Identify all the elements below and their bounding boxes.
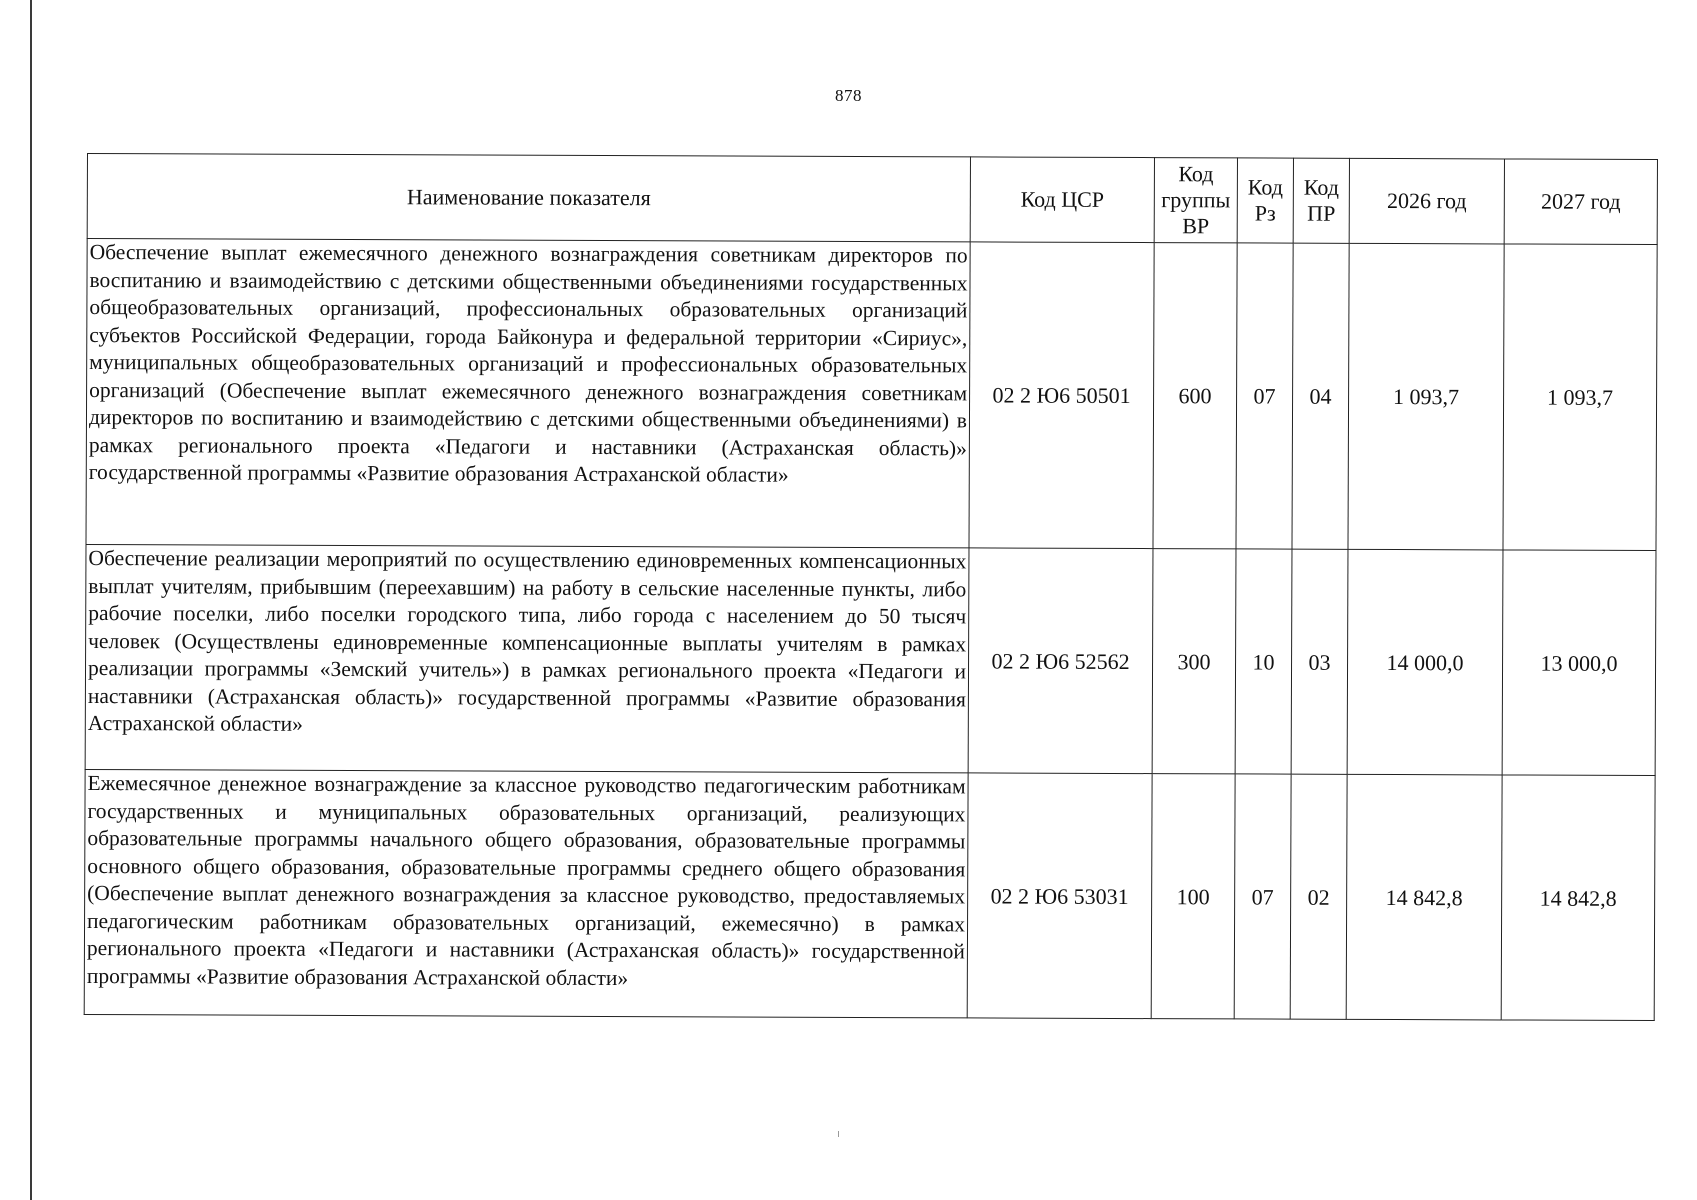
budget-table bbox=[84, 153, 1658, 1021]
header-vr-code: Код группы ВР bbox=[1154, 158, 1237, 243]
header-pr-code: Код ПР bbox=[1293, 158, 1349, 243]
table-row bbox=[85, 544, 1656, 775]
page-number: 878 bbox=[835, 86, 862, 105]
header-name: Наименование показателя bbox=[87, 154, 970, 242]
row-csr-code: 02 2 Ю6 52562 bbox=[968, 548, 1153, 774]
row-rz-code: 10 bbox=[1235, 549, 1292, 774]
row-name: Обеспечение выплат ежемесячного денежного вознаграждения советникам директоров по воспитанию и взаимодействию с детскими общественными объединениями государственных общеобразовательных организаций, профессиональных образовательных организаций субъектов Российской Федерации, города Байконура и федеральной территории «Сириус», муниципальных общеобразовательных организаций и профессиональных образовательных организаций (Обеспечение выплат ежемесячного денежного вознаграждения советникам директоров по воспитанию и взаимодействию с детскими общественными объединениями) в рамках регионального проекта «Педагоги и наставники (Астраханская область)» государственной программы «Развитие образования Астраханской области» bbox=[86, 239, 970, 548]
row-csr-code: 02 2 Ю6 53031 bbox=[967, 773, 1152, 1019]
row-amount-2027: 14 842,8 bbox=[1501, 775, 1655, 1021]
header-rz-code: Код Рз bbox=[1237, 158, 1293, 243]
row-rz-code: 07 bbox=[1236, 243, 1293, 549]
row-vr-code: 100 bbox=[1151, 774, 1235, 1019]
table-row bbox=[84, 769, 1655, 1020]
row-pr-code: 03 bbox=[1291, 549, 1348, 774]
row-rz-code: 07 bbox=[1234, 774, 1291, 1019]
row-pr-code: 04 bbox=[1292, 243, 1349, 549]
header-year-2027: 2027 год bbox=[1504, 159, 1657, 245]
scan-speck bbox=[838, 1131, 839, 1137]
row-amount-2026: 1 093,7 bbox=[1348, 243, 1504, 550]
row-pr-code: 02 bbox=[1290, 774, 1347, 1019]
row-amount-2027: 1 093,7 bbox=[1503, 244, 1657, 551]
row-amount-2026: 14 842,8 bbox=[1346, 774, 1502, 1020]
row-vr-code: 600 bbox=[1153, 243, 1237, 549]
row-vr-code: 300 bbox=[1152, 549, 1236, 774]
scan-edge-line bbox=[30, 0, 32, 1200]
row-name: Ежемесячное денежное вознаграждение за классное руководство педагогическим работникам государственных и муниципальных образовательных организаций, реализующих образовательные программы начального общего образования, образовательные программы основного общего образования, образовательные программы среднего общего образования (Обеспечение выплат денежного вознаграждения за классное руководство, предоставляемых педагогическим работникам образовательных организаций, ежемесячно) в рамках регионального проекта «Педагоги и наставники (Астраханская область)» государственной программы «Развитие образования Астраханской области» bbox=[84, 769, 968, 1017]
header-csr-code: Код ЦСР bbox=[970, 157, 1154, 243]
table-row bbox=[86, 239, 1657, 551]
row-name: Обеспечение реализации мероприятий по осуществлению единовременных компенсационных выплат учителям, прибывшим (переехавшим) на работу в сельские населенные пункты, либо рабочие поселки, либо поселки городского типа, либо города с населением до 50 тысяч человек (Осуществлены единовременные компенсационные выплаты учителям в рамках реализации программы «Земский учитель») в рамках регионального проекта «Педагоги и наставники (Астраханская область)» государственной программы «Развитие образования Астраханской области» bbox=[85, 544, 969, 772]
header-year-2026: 2026 год bbox=[1349, 158, 1504, 244]
table-header-row bbox=[87, 154, 1657, 245]
row-csr-code: 02 2 Ю6 50501 bbox=[969, 242, 1154, 549]
row-amount-2026: 14 000,0 bbox=[1347, 549, 1503, 775]
row-amount-2027: 13 000,0 bbox=[1502, 550, 1656, 776]
